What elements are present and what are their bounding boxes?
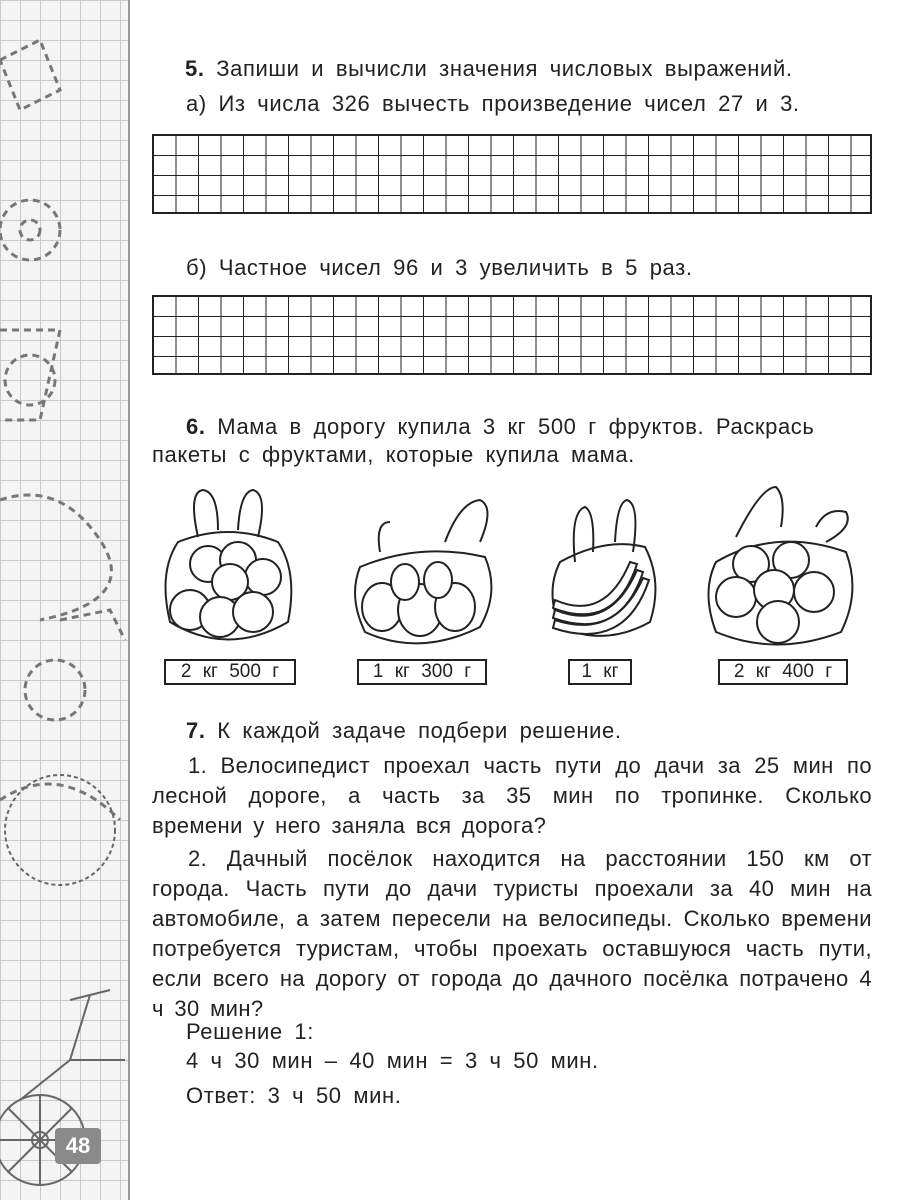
bag-weight-label-2: 1 кг 300 г <box>357 659 487 685</box>
banana-bag-icon[interactable] <box>545 482 665 652</box>
task5-number: 5. <box>185 56 205 81</box>
bicycle-pattern-illustration <box>0 0 128 1200</box>
solution-expression: 4 ч 30 мин – 40 мин = 3 ч 50 мин. <box>186 1048 599 1073</box>
task6-number: 6. <box>186 414 206 439</box>
task7-problem2: 2. Дачный посёлок находится на расстоянии 150 км от города. Часть пути до дачи туристы проехали за 40 мин на автомобиле, а затем пересели на велосипеды. Сколько времени потребуется туристам, чтобы проехать оставшуюся часть пути, если всего на дорогу от города до дачного посёлка потрачено 4 ч 30 мин? <box>152 846 872 1021</box>
bag-weight-label-3: 1 кг <box>568 659 632 685</box>
answer-grid-a[interactable] <box>152 134 872 214</box>
task5-part-a: а) Из числа 326 вычесть произведение чисел 27 и 3. <box>186 91 800 116</box>
task5-part-b: б) Частное чисел 96 и 3 увеличить в 5 раз. <box>186 255 693 280</box>
task5-title: Запиши и вычисли значения числовых выражений. <box>216 56 793 81</box>
solution-answer: Ответ: 3 ч 50 мин. <box>186 1083 402 1108</box>
task7-heading <box>186 718 622 744</box>
task5-heading <box>185 56 793 82</box>
task7-problem1: 1. Велосипедист проехал часть пути до дачи за 25 мин по лесной дороге, а часть за 35 мин по тропинке. Сколько времени у него заняла вся дорога? <box>152 753 872 838</box>
task6-text-line2: пакеты с фруктами, которые купила мама. <box>152 442 635 467</box>
decorative-sidebar <box>0 0 130 1200</box>
bag-weight-label-4: 2 кг 400 г <box>718 659 848 685</box>
task7-number: 7. <box>186 718 206 743</box>
pear-bag-icon[interactable] <box>350 482 500 652</box>
task6-line1 <box>186 414 814 440</box>
task6-text-line1: Мама в дорогу купила 3 кг 500 г фруктов. Раскрась <box>217 414 815 439</box>
answer-grid-b[interactable] <box>152 295 872 375</box>
bag-weight-label-1: 2 кг 500 г <box>164 659 296 685</box>
task7-title: К каждой задаче подбери решение. <box>217 718 622 743</box>
solution-title: Решение 1: <box>186 1019 314 1044</box>
page-number: 48 <box>55 1128 101 1164</box>
orange-bag-icon[interactable] <box>706 482 856 652</box>
apple-bag-icon[interactable] <box>158 482 298 652</box>
